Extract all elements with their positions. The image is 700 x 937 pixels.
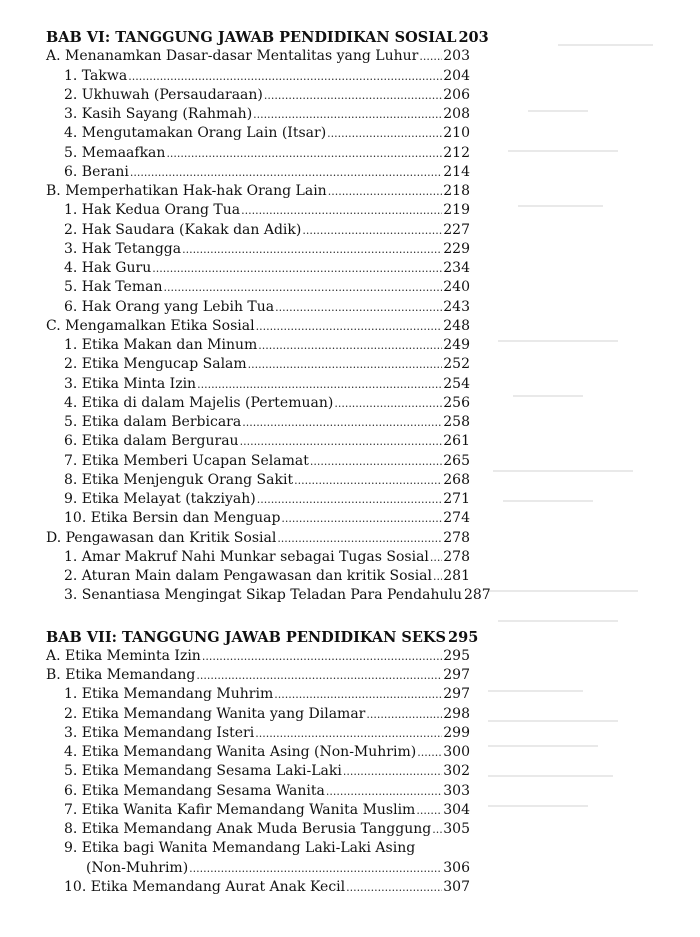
chapter-heading: BAB VII: TANGGUNG JAWAB PENDIDIKAN SEKS 295 <box>46 628 479 646</box>
toc-item: 5. Hak Teman ..... 240 <box>46 278 470 297</box>
toc-section-entry: D. Pengawasan dan Kritik Sosial ..... 278 <box>46 529 470 548</box>
toc-item: 6. Etika dalam Bergurau ..... 261 <box>46 432 470 451</box>
toc-item: 2. Etika Mengucap Salam ..... 252 <box>46 355 470 374</box>
toc-item: 3. Hak Tetangga ..... 229 <box>46 240 470 259</box>
toc-item: 5. Etika Memandang Sesama Laki-Laki ..... 302 <box>46 762 470 781</box>
toc-item-continuation: (Non-Muhrim) ..... 306 <box>46 859 470 878</box>
toc-item: 4. Mengutamakan Orang Lain (Itsar) ..... 210 <box>46 124 470 143</box>
toc-section-entry: C. Mengamalkan Etika Sosial ..... 248 <box>46 317 470 336</box>
toc-item: 3. Senantiasa Mengingat Sikap Teladan Para Pendahulu 287 <box>64 587 491 604</box>
toc-section-entry: A. Etika Meminta Izin ..... 295 <box>46 647 470 666</box>
toc-item: 4. Etika di dalam Majelis (Pertemuan) ..... 256 <box>46 394 470 413</box>
toc-item: 7. Etika Wanita Kafir Memandang Wanita Muslim ..... 304 <box>46 801 470 820</box>
toc-section-entry: B. Etika Memandang ..... 297 <box>46 666 470 685</box>
toc-item: 6. Hak Orang yang Lebih Tua ..... 243 <box>46 298 470 317</box>
toc-item: 1. Etika Memandang Muhrim ..... 297 <box>46 685 470 704</box>
toc-item: 2. Etika Memandang Wanita yang Dilamar ..... 298 <box>46 705 470 724</box>
show-through-background <box>488 0 700 937</box>
toc-section-entry: A. Menanamkan Dasar-dasar Mentalitas yang Luhur ..... 203 <box>46 47 470 66</box>
toc-item: 5. Etika dalam Berbicara ..... 258 <box>46 413 470 432</box>
toc-item: 2. Ukhuwah (Persaudaraan) ..... 206 <box>46 86 470 105</box>
toc-item: 9. Etika bagi Wanita Memandang Laki-Laki Asing <box>64 840 416 857</box>
toc-item: 1. Amar Makruf Nahi Munkar sebagai Tugas Sosial ..... 278 <box>46 548 470 567</box>
toc-item: 3. Kasih Sayang (Rahmah) ..... 208 <box>46 105 470 124</box>
chapter-heading: BAB VI: TANGGUNG JAWAB PENDIDIKAN SOSIAL 203 <box>46 29 489 46</box>
toc-item: 3. Etika Minta Izin ..... 254 <box>46 375 470 394</box>
toc-item: 8. Etika Memandang Anak Muda Berusia Tanggung ..... 305 <box>46 820 470 839</box>
toc-item: 4. Etika Memandang Wanita Asing (Non-Muhrim) ..... 300 <box>46 743 470 762</box>
toc-section-entry: B. Memperhatikan Hak-hak Orang Lain ..... 218 <box>46 182 470 201</box>
toc-item: 5. Memaafkan ..... 212 <box>46 144 470 163</box>
toc-item: 10. Etika Bersin dan Menguap ..... 274 <box>46 509 470 528</box>
toc-item: 7. Etika Memberi Ucapan Selamat ..... 265 <box>46 452 470 471</box>
toc-item: 1. Etika Makan dan Minum ..... 249 <box>46 336 470 355</box>
toc-item: 1. Takwa ..... 204 <box>46 67 470 86</box>
toc-item: 10. Etika Memandang Aurat Anak Kecil ..... 307 <box>46 878 470 897</box>
toc-item: 6. Berani ..... 214 <box>46 163 470 182</box>
toc-item: 3. Etika Memandang Isteri ..... 299 <box>46 724 470 743</box>
table-of-contents <box>46 28 491 897</box>
toc-item: 9. Etika Melayat (takziyah) ..... 271 <box>46 490 470 509</box>
toc-item: 2. Hak Saudara (Kakak dan Adik) ..... 227 <box>46 221 470 240</box>
toc-item: 8. Etika Menjenguk Orang Sakit ..... 268 <box>46 471 470 490</box>
toc-item: 4. Hak Guru ..... 234 <box>46 259 470 278</box>
toc-item: 2. Aturan Main dalam Pengawasan dan kritik Sosial ..... 281 <box>46 567 470 586</box>
toc-item: 6. Etika Memandang Sesama Wanita ..... 303 <box>46 782 470 801</box>
toc-item: 1. Hak Kedua Orang Tua ..... 219 <box>46 201 470 220</box>
